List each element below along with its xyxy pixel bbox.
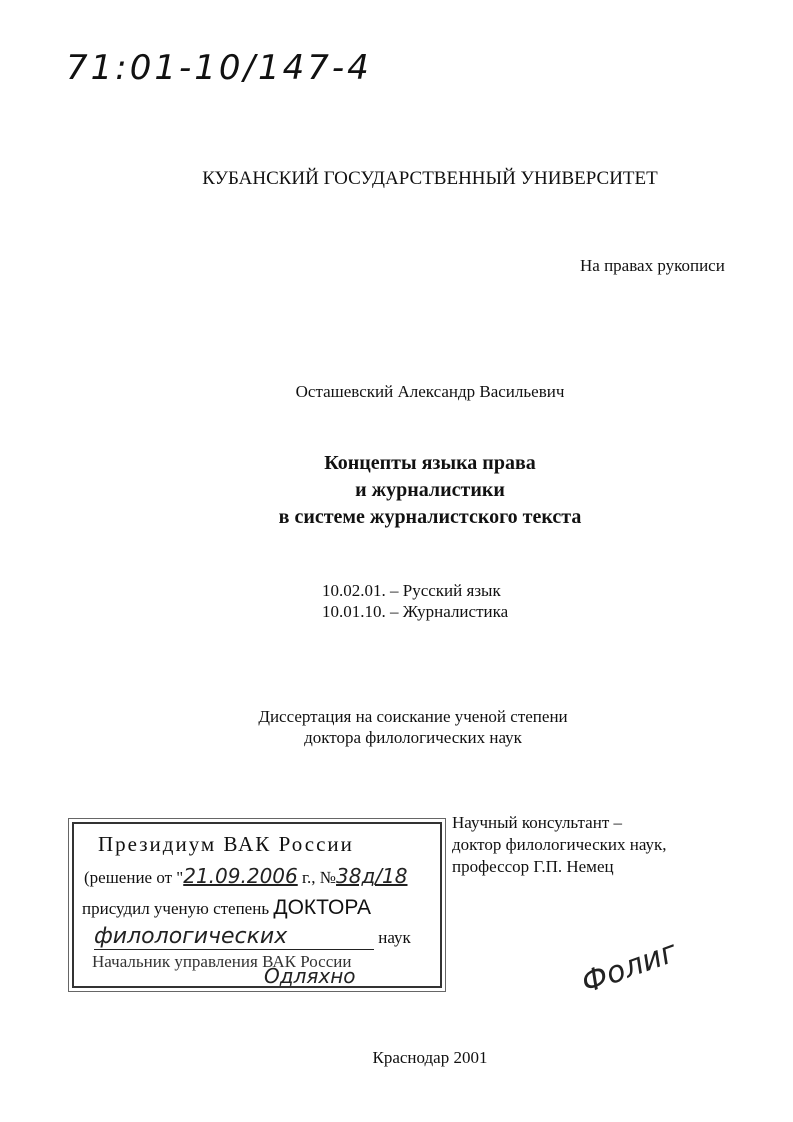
field-handwritten: филологических <box>94 924 374 950</box>
degree-line: Диссертация на соискание ученой степени <box>258 707 568 726</box>
degree-word: ДОКТОРА <box>273 896 371 919</box>
city-year: Краснодар 2001 <box>372 1048 488 1067</box>
awarded-text: присудил ученую степень <box>82 899 270 918</box>
stamp-decision <box>84 864 408 888</box>
stamp-awarded <box>82 896 371 920</box>
decision-number: 38д/18 <box>336 864 408 888</box>
manuscript-note: На правах рукописи <box>580 256 725 275</box>
consultant-line: Научный консультант – <box>452 813 622 832</box>
title-line: и журналистики <box>355 479 505 501</box>
consultant-block <box>452 812 667 878</box>
dissertation-title <box>0 450 793 531</box>
university-name: КУБАНСКИЙ ГОСУДАРСТВЕННЫЙ УНИВЕРСИТЕТ <box>202 168 658 189</box>
decision-date: 21.09.2006 <box>183 864 298 888</box>
consultant-signature: Фолиг <box>576 934 682 1001</box>
stamp-field <box>94 924 434 950</box>
stamp-header: Президиум ВАК России <box>98 832 354 856</box>
consultant-line: доктор филологических наук, <box>452 835 667 854</box>
chief-signature: Одляхно <box>264 964 356 988</box>
decision-prefix: (решение от " <box>84 868 184 887</box>
degree-statement <box>0 706 793 748</box>
stamp-chief: Начальник управления ВАК России <box>92 952 352 971</box>
degree-line: доктора филологических наук <box>304 728 522 747</box>
author-name: Осташевский Александр Васильевич <box>295 382 565 401</box>
title-line: Концепты языка права <box>324 452 536 474</box>
consultant-line: профессор Г.П. Немец <box>452 857 614 876</box>
decision-year-label: г., № <box>302 868 337 887</box>
science-word: наук <box>378 928 411 947</box>
specialties <box>322 580 508 622</box>
specialty: 10.01.10. – Журналистика <box>322 602 509 621</box>
archive-code: 71:01-10/147-4 <box>66 48 372 88</box>
title-line: в системе журналистского текста <box>278 506 582 528</box>
specialty: 10.02.01. – Русский язык <box>322 581 501 600</box>
vak-stamp <box>72 822 442 988</box>
